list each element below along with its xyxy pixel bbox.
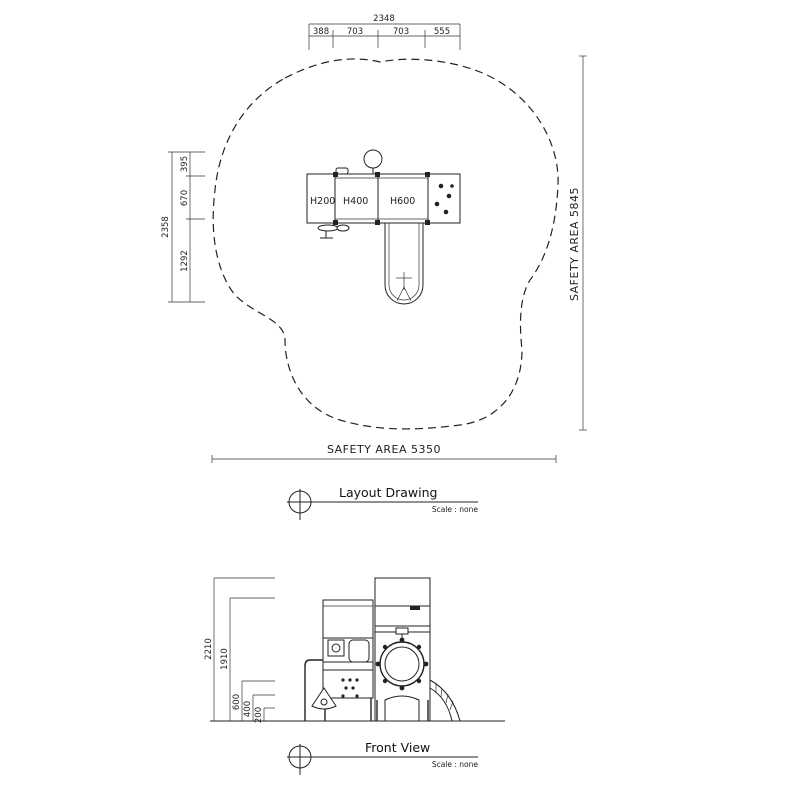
- dim-total-width: 2348: [373, 14, 395, 24]
- safety-area-width-label: SAFETY AREA 5350: [326, 443, 442, 456]
- deck-height-h600: H600: [390, 196, 416, 207]
- front-view-title: Front View: [365, 740, 431, 755]
- top-dimension-chain: [309, 14, 460, 50]
- dim-width-seg-3: 703: [392, 27, 410, 37]
- dim-width-seg-1: 388: [312, 27, 330, 37]
- dim-depth-seg-1: 395: [180, 155, 190, 173]
- safety-area-depth-label: SAFETY AREA 5845: [568, 186, 581, 302]
- front-dim-400: 400: [243, 700, 253, 718]
- layout-drawing-title: Layout Drawing: [339, 485, 438, 500]
- front-dim-600: 600: [232, 693, 242, 711]
- deck-height-h400: H400: [343, 196, 369, 207]
- deck-height-h200: H200: [310, 196, 336, 207]
- safety-area-depth-dim: [568, 56, 587, 430]
- layout-drawing-title-block: [287, 485, 478, 520]
- layout-drawing: [161, 14, 587, 520]
- left-dimension-chain: [161, 152, 205, 302]
- dim-depth-seg-2: 670: [180, 189, 190, 207]
- front-height-dimensions: [204, 578, 275, 723]
- front-view: [204, 578, 505, 775]
- front-view-scale: Scale : none: [431, 760, 478, 769]
- dim-depth-seg-3: 1292: [180, 250, 190, 272]
- front-dim-2210: 2210: [204, 638, 214, 660]
- front-view-title-block: [287, 740, 478, 775]
- layout-drawing-scale: Scale : none: [431, 505, 478, 514]
- safety-area-width-dim: [212, 443, 556, 463]
- front-dim-200: 200: [254, 706, 264, 724]
- equipment-plan: [307, 150, 460, 304]
- equipment-elevation: [305, 578, 460, 721]
- front-dim-1910: 1910: [220, 648, 230, 670]
- dim-total-depth: 2358: [161, 216, 171, 238]
- dim-width-seg-2: 703: [346, 27, 364, 37]
- dim-width-seg-4: 555: [433, 27, 451, 37]
